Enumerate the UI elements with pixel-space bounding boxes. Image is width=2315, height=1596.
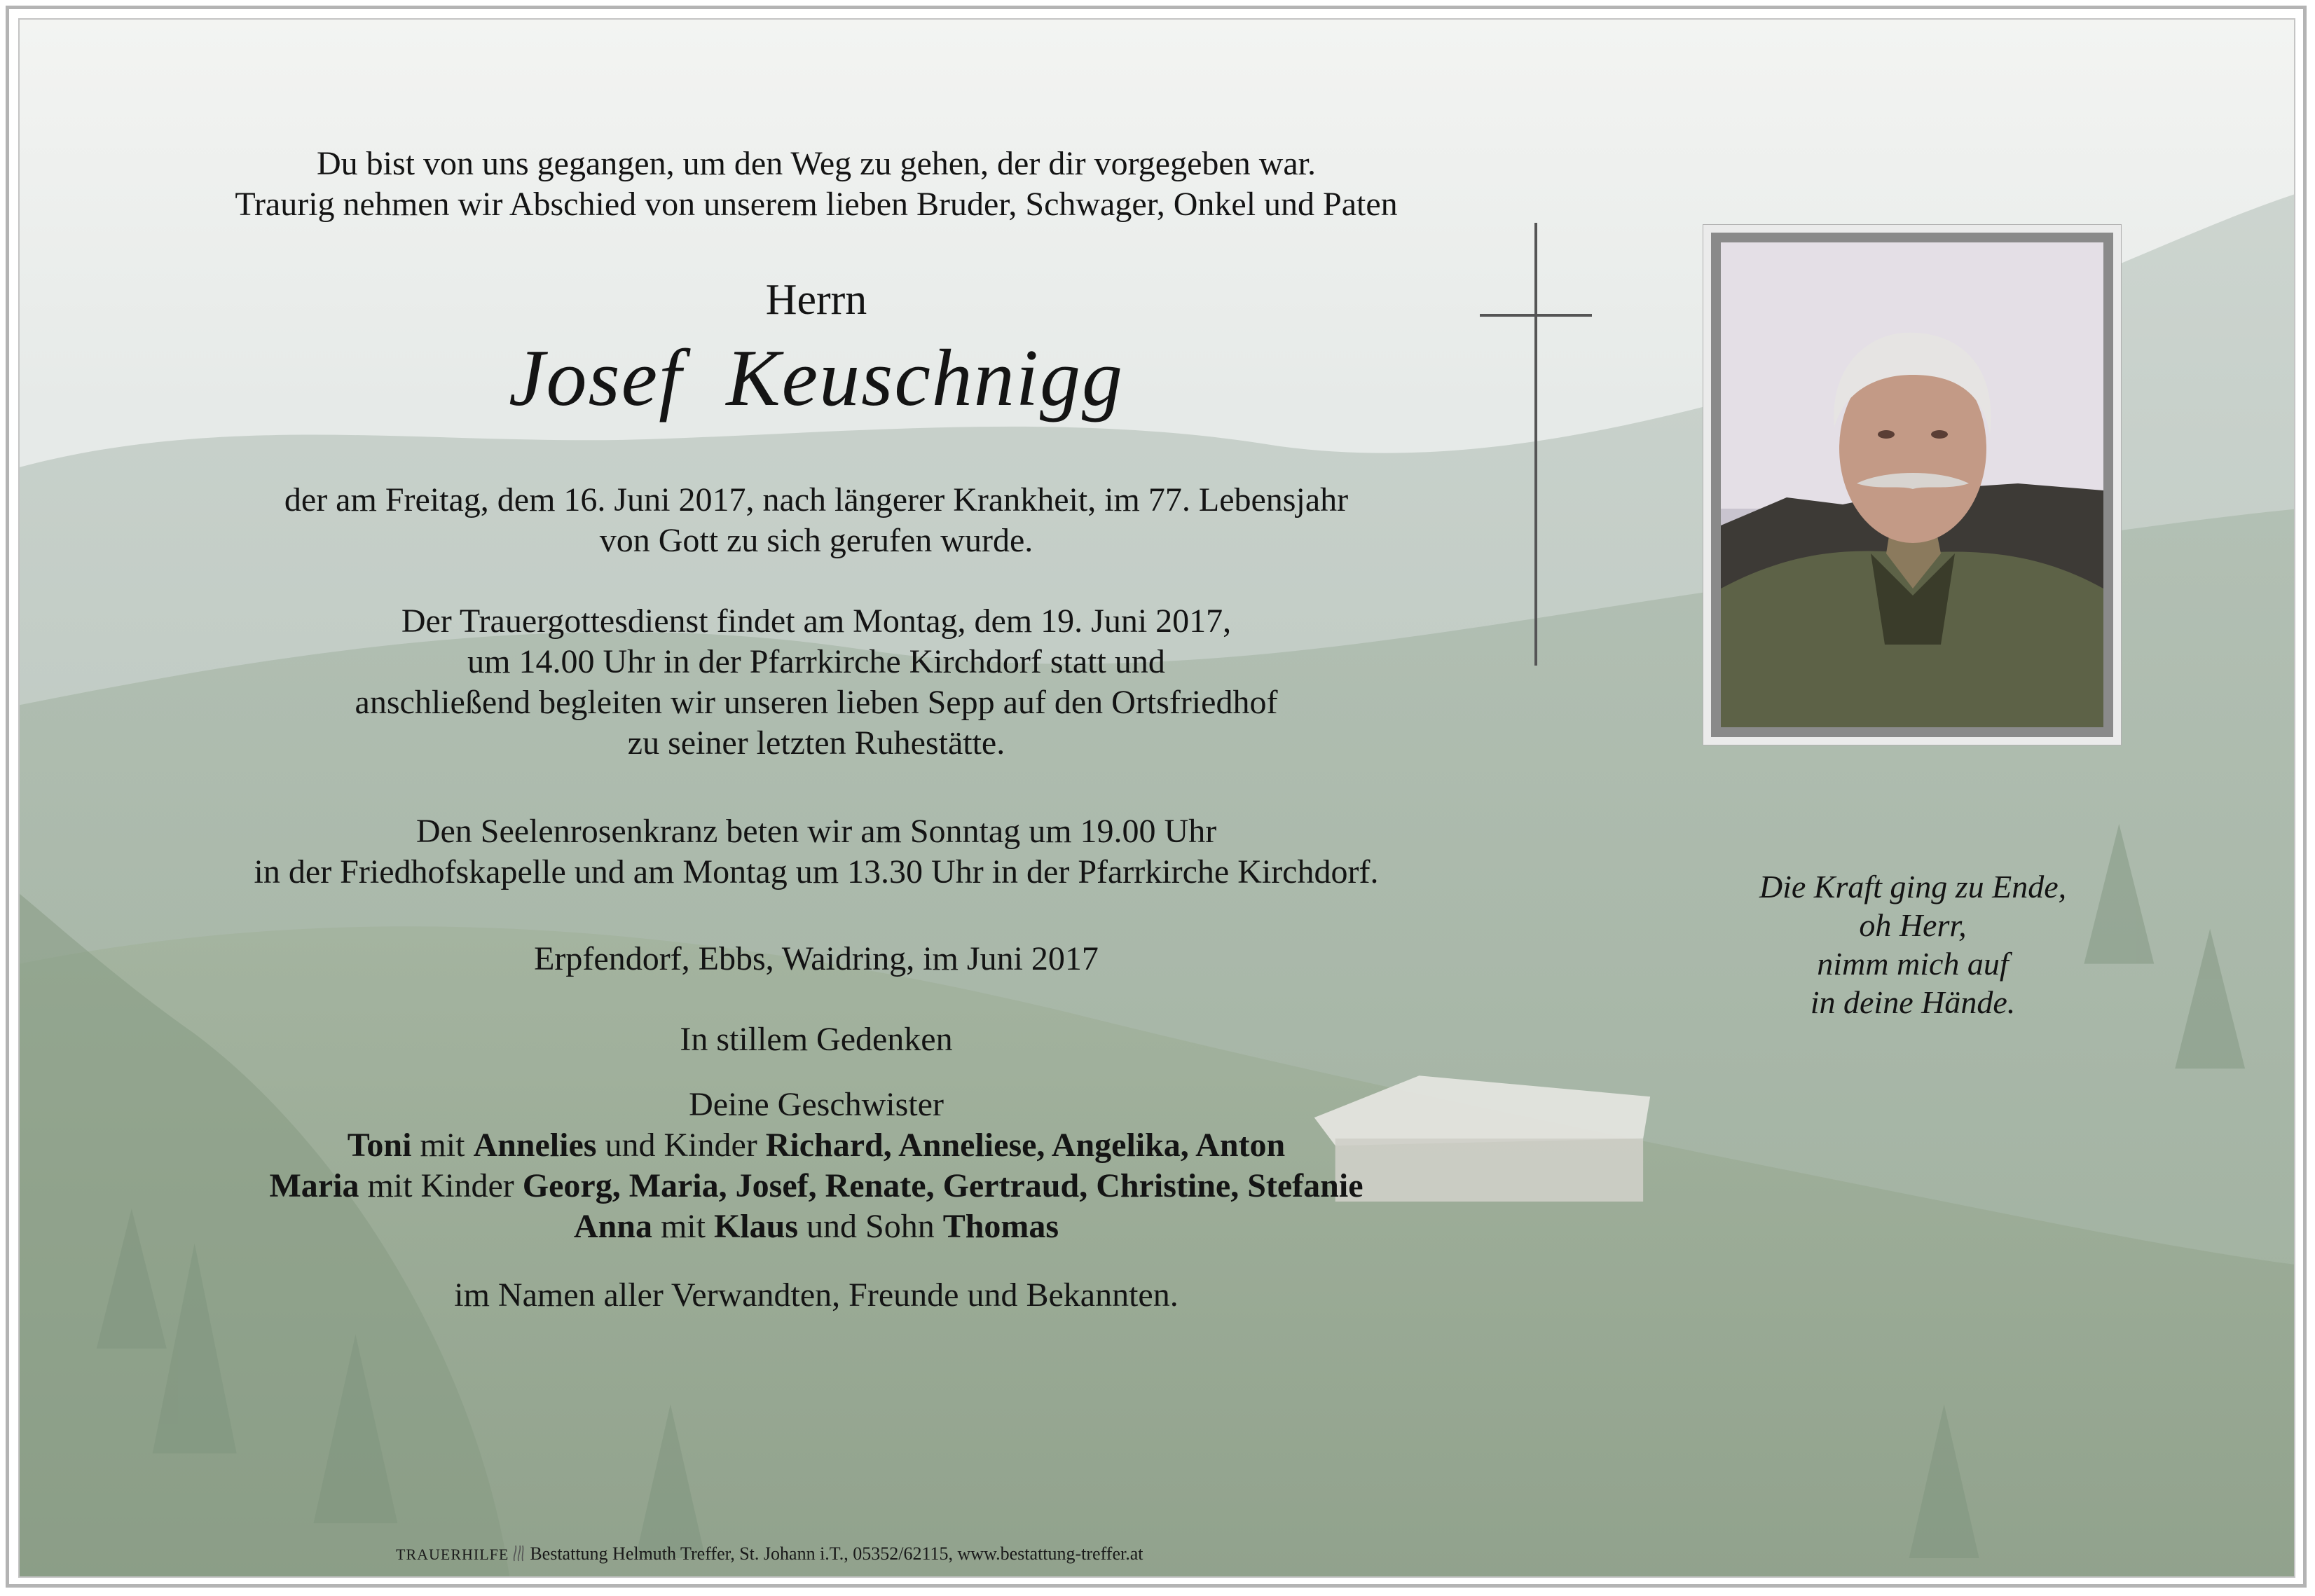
family-line-2 [77, 1166, 1555, 1206]
funeral-line-2: um 14.00 Uhr in der Pfarrkirche Kirchdorf statt und [467, 643, 1165, 680]
closing-phrase: In stillem Gedenken [680, 1021, 953, 1058]
funeral-line-4: zu seiner letzten Ruhestätte. [627, 724, 1005, 762]
family-name: Annelies [473, 1127, 597, 1164]
family-line-3 [77, 1206, 1555, 1247]
family-heading: Deine Geschwister [689, 1086, 944, 1123]
funeral-info [77, 601, 1555, 764]
death-notice [77, 480, 1555, 561]
quote-line-2: oh Herr, [1859, 907, 1967, 943]
intro-line-2: Traurig nehmen wir Abschied von unserem lieben Bruder, Schwager, Onkel und Paten [235, 186, 1398, 223]
funeral-line-1: Der Trauergottesdienst findet am Montag, dem 19. Juni 2017, [401, 603, 1232, 640]
deceased-name-text: Josef Keuschnigg [508, 333, 1125, 423]
family-list [77, 1085, 1555, 1247]
cross-icon [1480, 223, 1592, 666]
family-name: Maria [269, 1167, 359, 1204]
family-name: Georg, Maria, Josef, Renate, Gertraud, Christine, Stefanie [522, 1167, 1363, 1204]
footer-text: Bestattung Helmuth Treffer, St. Johann i.T., 05352/62115, www.bestattung-treffer.at [530, 1543, 1143, 1564]
family-connector: mit [652, 1208, 714, 1245]
family-name: Klaus [713, 1208, 799, 1245]
quote [1668, 867, 2158, 1021]
rosary-line-2: in der Friedhofskapelle und am Montag um 13.30 Uhr in der Pfarrkirche Kirchdorf. [254, 853, 1379, 890]
place-date: Erpfendorf, Ebbs, Waidring, im Juni 2017 [534, 940, 1099, 977]
footer-brand: TRAUERHILFE [396, 1546, 509, 1563]
family-name: Toni [347, 1127, 412, 1164]
rosary-info [77, 811, 1555, 893]
family-connector: und Kinder [596, 1127, 766, 1164]
family-name: Thomas [942, 1208, 1059, 1245]
intro-text [77, 144, 1555, 225]
family-connector: und Sohn [798, 1208, 943, 1245]
portrait-photo [1703, 224, 2122, 745]
death-notice-line-2: von Gott zu sich gerufen wurde. [599, 522, 1033, 559]
rosary-line-1: Den Seelenrosenkranz beten wir am Sonntag um 19.00 Uhr [415, 813, 1217, 850]
intro-line-1: Du bist von uns gegangen, um den Weg zu gehen, der dir vorgegeben war. [316, 145, 1316, 182]
quote-line-1: Die Kraft ging zu Ende, [1759, 869, 2067, 904]
salutation: Herrn [765, 276, 867, 324]
funeral-home-logo-icon [511, 1544, 525, 1562]
on-behalf-line: im Namen aller Verwandten, Freunde und Bekannten. [454, 1277, 1179, 1314]
quote-line-4: in deine Hände. [1810, 984, 2016, 1020]
quote-line-3: nimm mich auf [1817, 946, 2009, 982]
family-connector: mit Kinder [359, 1167, 523, 1204]
deceased-name [77, 329, 1555, 427]
funeral-line-3: anschließend begleiten wir unseren lieben Sepp auf den Ortsfriedhof [355, 684, 1278, 721]
family-name: Richard, Anneliese, Angelika, Anton [765, 1127, 1286, 1164]
death-notice-line-1: der am Freitag, dem 16. Juni 2017, nach längerer Krankheit, im 77. Lebensjahr [284, 481, 1349, 518]
footer [396, 1543, 1143, 1566]
family-connector: mit [411, 1127, 474, 1164]
family-name: Anna [573, 1208, 652, 1245]
family-line-1 [77, 1125, 1555, 1166]
